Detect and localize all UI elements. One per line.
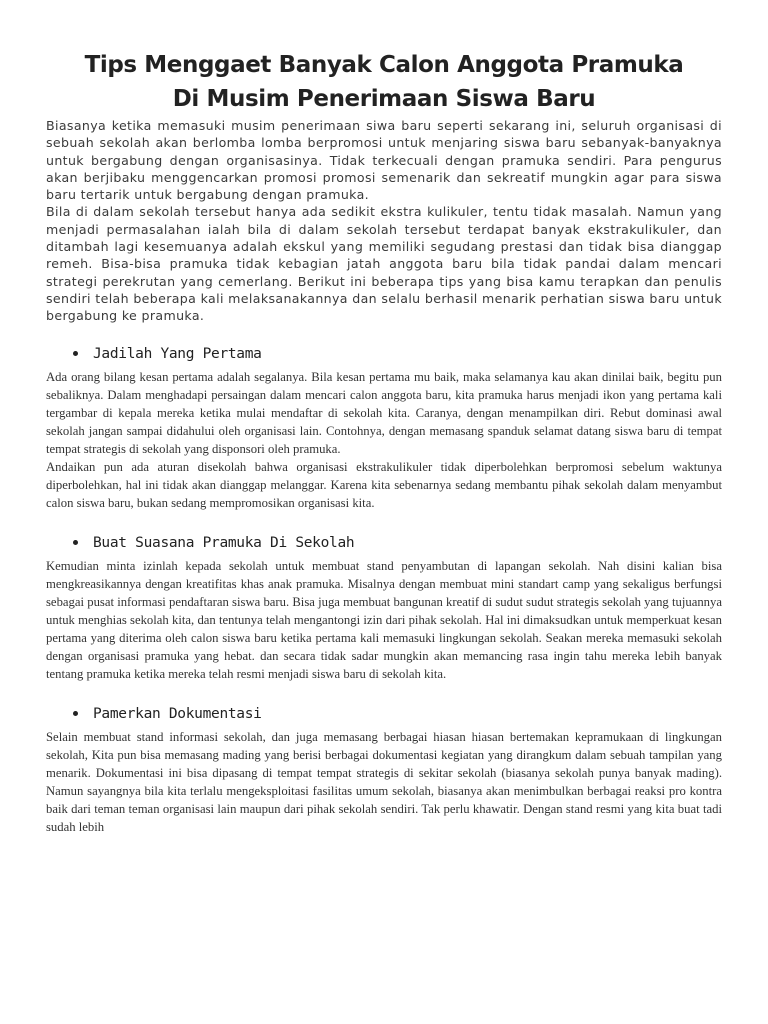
section-2-paragraph-1: Kemudian minta izinlah kepada sekolah untuk membuat stand penyambutan di lapangan sekolah. Nah disini kalian bisa mengkreasikannya dengan kreatifitas khas anak pramuka. Misalnya dengan membuat mini standart camp yang sekaligus berfungsi sebagai pusat informasi pendaftaran siswa baru. Bisa juga membuat bangunan kreatif di sudut sudut strategis sekolah yang tujuannya untuk menghias sekolah kita, dan tentunya telah mengantongi izin dari pihak sekolah. Hal ini dimaksudkan untuk memperkuat kesan pertama yang diterima oleh calon siswa baru ketika pertama kali memasuki lingkungan sekolah. Seakan mereka memasuki sekolah dengan organisasi pramuka yang hebat. dan secara tidak sadar mungkin akan memancing rasa ingin tahu mereka lebih banyak tentang pramuka ketika mereka telah resmi menjadi siswa baru di sekolah kita. [46, 558, 722, 681]
section-body-1 [46, 368, 722, 512]
intro-paragraph-2: Bila di dalam sekolah tersebut hanya ada sedikit ekstra kulikuler, tentu tidak masalah. Namun yang menjadi permasalahan ialah bila di dalam sekolah tersebut terdapat banyak ekstrakulikuler, dan ditambah lagi kesemuanya adalah ekskul yang memiliki segudang prestasi dan tidak bisa dianggap remeh. Bisa-bisa pramuka tidak kebagian jatah anggota baru bila tidak pandai dalam mencari strategi perekrutan yang cemerlang. Berikut ini beberapa tips yang bisa kamu terapkan dan penulis sendiri telah beberapa kali melaksanakannya dan selalu berhasil menarik perhatian siswa baru untuk bergabung ke pramuka. [46, 204, 722, 324]
bullet-icon [73, 540, 78, 545]
intro-section [46, 117, 722, 325]
page-title [46, 48, 722, 116]
section-3-paragraph-1: Selain membuat stand informasi sekolah, dan juga memasang berbagai hiasan hiasan bertemakan kepramukaan di lingkungan sekolah, Kita pun bisa memasang mading yang berisi berbagai dokumentasi kegiatan yang dirangkum dalam sebuah tampilan yang menarik. Dokumentasi ini bisa dipasang di tempat tempat strategis di sekitar sekolah (biasanya sekolah punya banyak mading). Namun sayangnya bila kita terlalu mengeksploitasi fasilitas umum sekolah, biasanya akan menimbulkan berbagai reaksi pro kontra baik dari teman teman organisasi lain maupun dari pihak sekolah sendiri. Tak perlu khawatir. Dengan stand resmi yang kita buat tadi sudah lebih [46, 729, 722, 834]
section-body-3 [46, 728, 722, 836]
section-heading-2 [73, 533, 722, 553]
section-heading-1 [73, 344, 722, 364]
section-heading-3 [73, 704, 722, 724]
section-heading-text: Buat Suasana Pramuka Di Sekolah [93, 534, 355, 551]
section-heading-text: Jadilah Yang Pertama [93, 345, 262, 362]
document-page [46, 48, 722, 836]
intro-paragraph-1: Biasanya ketika memasuki musim penerimaan siwa baru seperti sekarang ini, seluruh organisasi di sebuah sekolah akan berlomba lomba berpromosi untuk menjaring siswa baru sebanyak-banyaknya untuk bergabung dengan organisasinya. Tidak terkecuali dengan pramuka sendiri. Para pengurus akan berjibaku menggencarkan promosi promosi semenarik dan sekreatif mungkin agar para siswa baru tertarik untuk bergabung dengan pramuka. [46, 118, 722, 203]
section-body-2 [46, 557, 722, 683]
section-1-paragraph-1: Ada orang bilang kesan pertama adalah segalanya. Bila kesan pertama mu baik, maka selamanya kau akan dinilai baik, begitu pun sebaliknya. Dalam menghadapi persaingan dalam mencari calon anggota baru, kita pramuka harus menjadi ikon yang pertama kali tergambar di kepala mereka ketika mulai mendaftar di sekolah kita. Caranya, dengan menampilkan diri. Rebut dominasi awal sekolah jangan sampai didahului oleh organisasi lain. Contohnya, dengan memasang spanduk selamat datang siswa baru di tempat tempat strategis di sekolah yang disponsori oleh pramuka. [46, 369, 722, 456]
title-line-1: Tips Menggaet Banyak Calon Anggota Pramuka [84, 52, 684, 78]
section-heading-text: Pamerkan Dokumentasi [93, 705, 262, 722]
section-1-paragraph-2: Andaikan pun ada aturan disekolah bahwa organisasi ekstrakulikuler tidak diperbolehkan berpromosi sebelum waktunya diperbolehkan, hal ini tidak akan dianggap melanggar. Karena kita sebenarnya sedang membantu pihak sekolah dalam menyambut calon siswa baru, bukan sedang mempromosikan organisasi kita. [46, 459, 722, 510]
title-line-2: Di Musim Penerimaan Siswa Baru [172, 86, 596, 112]
bullet-icon [73, 351, 78, 356]
bullet-icon [73, 711, 78, 716]
